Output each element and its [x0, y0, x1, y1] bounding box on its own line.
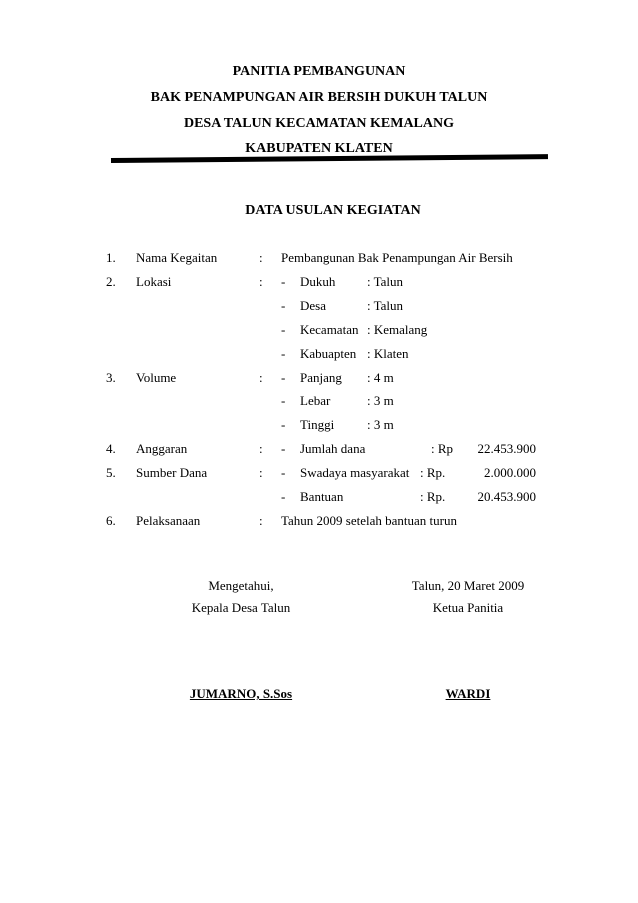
- amount-value: 22.453.900: [477, 441, 536, 456]
- currency-label: : Rp: [431, 441, 454, 456]
- signature-right-name: WARDI: [445, 686, 491, 701]
- sub-value: : Talun: [367, 298, 404, 313]
- item-label: Anggaran: [136, 441, 188, 456]
- item-number: 2.: [106, 274, 116, 289]
- item-number: 6.: [106, 513, 116, 528]
- item-label: Volume: [136, 370, 177, 385]
- item-number: 4.: [106, 441, 116, 456]
- item-colon: :: [259, 513, 263, 528]
- sub-dash: -: [281, 322, 286, 337]
- item-label: Nama Kegaitan: [136, 250, 218, 265]
- sub-name: Kecamatan: [300, 322, 359, 337]
- item-colon: :: [259, 274, 263, 289]
- item-number: 5.: [106, 465, 116, 480]
- sub-value: : 3 m: [367, 393, 394, 408]
- item-colon: :: [259, 441, 263, 456]
- sub-name: Dukuh: [300, 274, 336, 289]
- signature-left-name: JUMARNO, S.Sos: [189, 686, 293, 701]
- sub-value: : 3 m: [367, 417, 394, 432]
- currency-label: : Rp.: [420, 465, 446, 480]
- item-label: Pelaksanaan: [136, 513, 201, 528]
- item-number: 1.: [106, 250, 116, 265]
- item-colon: :: [259, 250, 263, 265]
- signature-right-title: Ketua Panitia: [432, 600, 504, 615]
- sub-name: Panjang: [300, 370, 342, 385]
- item-colon: :: [259, 370, 263, 385]
- sub-name: Bantuan: [300, 489, 344, 504]
- sub-value: : Kemalang: [367, 322, 428, 337]
- sub-name: Swadaya masyarakat: [300, 465, 410, 480]
- amount-value: 2.000.000: [484, 465, 536, 480]
- sub-dash: -: [281, 393, 286, 408]
- item-value: Tahun 2009 setelah bantuan turun: [281, 513, 457, 528]
- sub-dash: -: [281, 465, 286, 480]
- header-line-3: DESA TALUN KECAMATAN KEMALANG: [183, 116, 455, 131]
- signature-right-date: Talun, 20 Maret 2009: [411, 578, 525, 593]
- sub-value: : Klaten: [367, 346, 409, 361]
- sub-name: Lebar: [300, 393, 331, 408]
- sub-dash: -: [281, 489, 286, 504]
- item-number: 3.: [106, 370, 116, 385]
- sub-value: : Talun: [367, 274, 404, 289]
- signature-left-caption: Mengetahui,: [208, 578, 274, 593]
- sub-dash: -: [281, 346, 286, 361]
- sub-dash: -: [281, 274, 286, 289]
- item-value: Pembangunan Bak Penampungan Air Bersih: [281, 250, 513, 265]
- item-colon: :: [259, 465, 263, 480]
- sub-dash: -: [281, 417, 286, 432]
- document-title: DATA USULAN KEGIATAN: [245, 203, 421, 218]
- sub-name: Jumlah dana: [300, 441, 366, 456]
- header-line-1: PANITIA PEMBANGUNAN: [232, 64, 406, 79]
- sub-dash: -: [281, 298, 286, 313]
- header-line-2: BAK PENAMPUNGAN AIR BERSIH DUKUH TALUN: [150, 90, 488, 105]
- amount-value: 20.453.900: [477, 489, 536, 504]
- sub-name: Desa: [300, 298, 326, 313]
- sub-name: Kabuapten: [300, 346, 357, 361]
- sub-name: Tinggi: [300, 417, 335, 432]
- item-label: Lokasi: [136, 274, 172, 289]
- currency-label: : Rp.: [420, 489, 446, 504]
- header-line-4: KABUPATEN KLATEN: [245, 141, 393, 156]
- signature-left-title: Kepala Desa Talun: [191, 600, 291, 615]
- sub-dash: -: [281, 370, 286, 385]
- sub-value: : 4 m: [367, 370, 394, 385]
- item-label: Sumber Dana: [136, 465, 208, 480]
- sub-dash: -: [281, 441, 286, 456]
